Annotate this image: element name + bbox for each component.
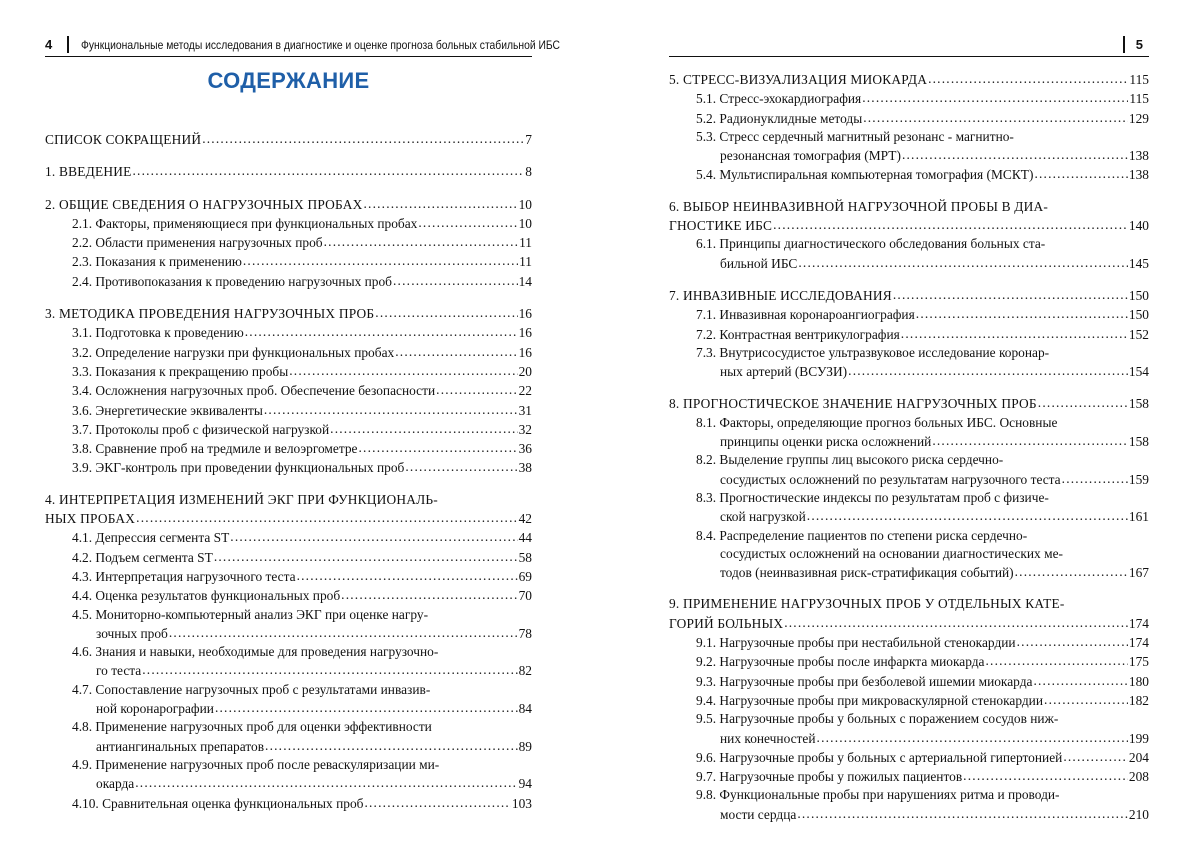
toc-entry-text: 4.6. Знания и навыки, необходимые для проведения нагрузочно- (72, 644, 439, 660)
dot-leader (797, 805, 1128, 819)
toc-page-number: 20 (518, 363, 532, 379)
toc-entry-text: 4.5. Мониторно-компьютерный анализ ЭКГ при оценке нагру- (72, 606, 429, 622)
toc-entry-text: 3.1. Подготовка к проведению (72, 325, 244, 341)
toc-entry-row (72, 323, 532, 342)
toc-entry-row (696, 652, 1149, 671)
toc-page-number: 180 (1128, 673, 1149, 689)
toc-subsection-entry (45, 381, 532, 400)
toc-page-number: 174 (1128, 615, 1149, 631)
toc-entry-row (72, 381, 532, 400)
toc-subsection-entry (669, 672, 1149, 691)
toc-entry-row (696, 691, 1149, 710)
page-header (45, 36, 560, 57)
dot-leader (963, 767, 1128, 781)
toc-page-number: 69 (518, 568, 532, 584)
toc-page-number: 103 (511, 795, 532, 811)
toc-page-number: 158 (1128, 396, 1149, 412)
dot-leader (215, 699, 518, 713)
toc-entry-text: 4. ИНТЕРПРЕТАЦИЯ ИЗМЕНЕНИЙ ЭКГ ПРИ ФУНКЦИОНАЛЬ- (45, 491, 438, 507)
toc-entry-text: зочных проб (96, 625, 168, 641)
dot-leader (807, 507, 1128, 521)
toc-entry-row (696, 748, 1149, 767)
toc-entry-row (72, 586, 532, 605)
toc-section (669, 198, 1149, 273)
table-of-contents (45, 130, 532, 826)
toc-section-entry (669, 394, 1149, 413)
toc-entry-text: 4.4. Оценка результатов функциональных проб (72, 588, 341, 604)
toc-section (669, 394, 1149, 582)
toc-subsection-entry (45, 420, 532, 439)
toc-subsection-entry (45, 681, 532, 719)
toc-page-number: 138 (1128, 167, 1149, 183)
dot-leader (773, 216, 1128, 230)
dot-leader (901, 325, 1128, 339)
toc-entry-row (696, 305, 1149, 324)
toc-entry-row (72, 661, 532, 680)
toc-entry-row (696, 805, 1149, 824)
toc-entry-row (72, 458, 532, 477)
toc-entry-text: антиангинальных препаратов (96, 738, 265, 754)
toc-subsection-entry (45, 214, 532, 233)
toc-page-number: 138 (1128, 148, 1149, 164)
dot-leader (893, 286, 1128, 300)
toc-entry-row (669, 70, 1149, 89)
toc-entry-text: окарда (96, 776, 135, 792)
dot-leader (862, 89, 1128, 103)
toc-entry-text: 9.2. Нагрузочные пробы после инфаркта миокарда (696, 654, 985, 670)
toc-page-number: 38 (518, 460, 532, 476)
toc-section (669, 286, 1149, 381)
toc-subsection-entry (45, 548, 532, 567)
toc-entry-row (696, 633, 1149, 652)
toc-entry-text: 4.7. Сопоставление нагрузочных проб с результатами инвазив- (72, 681, 431, 697)
toc-subsection-entry (45, 586, 532, 605)
dot-leader (902, 146, 1128, 160)
toc-section (45, 304, 532, 478)
toc-entry-text: 3.6. Энергетические эквиваленты (72, 402, 263, 418)
toc-page-number: 82 (518, 663, 532, 679)
toc-subsection-entry (669, 527, 1149, 583)
toc-entry-text: 3.8. Сравнение проб на тредмиле и велоэргометре (72, 441, 358, 457)
toc-entry-row (72, 548, 532, 567)
toc-page-number: 16 (518, 325, 532, 341)
toc-entry-row (696, 507, 1149, 526)
toc-page-number: 210 (1128, 806, 1149, 822)
toc-entry-text: 8.2. Выделение группы лиц высокого риска сердечно- (696, 452, 1004, 468)
right-page (594, 0, 1188, 863)
dot-leader (136, 509, 517, 523)
toc-entry-row (72, 439, 532, 458)
toc-entry-text: 3.4. Осложнения нагрузочных проб. Обеспечение безопасности (72, 383, 436, 399)
toc-entry-text: 9.6. Нагрузочные пробы у больных с артериальной гипертонией (696, 749, 1063, 765)
toc-entry-text: 3.3. Показания к прекращению пробы (72, 363, 289, 379)
dot-leader (1063, 748, 1128, 762)
toc-subsection-entry (45, 323, 532, 342)
toc-subsection-entry (45, 439, 532, 458)
toc-page-number: 10 (518, 196, 532, 212)
dot-leader (264, 401, 518, 415)
toc-page-number: 159 (1128, 471, 1149, 487)
dot-leader (784, 614, 1128, 628)
dot-leader (132, 162, 524, 176)
toc-entry-row (45, 509, 532, 528)
toc-page-number: 175 (1128, 654, 1149, 670)
toc-subsection-entry (669, 633, 1149, 652)
toc-entry-text: мости сердца (720, 806, 797, 822)
toc-entry-row (72, 774, 532, 793)
toc-entry-text: 2.4. Противопоказания к проведению нагрузочных проб (72, 273, 392, 289)
toc-entry-row (72, 528, 532, 547)
toc-subsection-entry (669, 165, 1149, 184)
toc-section-entry (669, 70, 1149, 89)
toc-subsection-entry (45, 528, 532, 547)
toc-page-number: 78 (518, 625, 532, 641)
toc-subsection-entry (669, 652, 1149, 671)
toc-entry-text: 4.2. Подъем сегмента ST (72, 549, 213, 565)
toc-title: СОДЕРЖАНИЕ (207, 68, 370, 93)
toc-entry-text: СПИСОК СОКРАЩЕНИЙ (45, 132, 202, 147)
toc-page-number: 14 (518, 273, 532, 289)
toc-entry-text: 4.3. Интерпретация нагрузочного теста (72, 568, 296, 584)
toc-section (45, 162, 532, 181)
toc-entry-row (72, 401, 532, 420)
toc-section (669, 70, 1149, 185)
toc-page-number: 208 (1128, 769, 1149, 785)
dot-leader (359, 439, 518, 453)
toc-page-number: 167 (1128, 565, 1149, 581)
toc-subsection-entry (669, 786, 1149, 824)
toc-subsection-entry (45, 643, 532, 681)
toc-subsection-entry (45, 343, 532, 362)
running-title: Функциональные методы исследования в диагностике и оценке прогноза больных стабильной ИБС (81, 38, 560, 52)
toc-page-number: 36 (518, 441, 532, 457)
toc-page-number: 11 (519, 235, 532, 251)
toc-subsection-entry (45, 794, 532, 813)
toc-subsection-entry (669, 489, 1149, 527)
toc-section (45, 195, 532, 291)
toc-entry-row (696, 109, 1149, 128)
toc-entry-row (696, 146, 1149, 165)
toc-entry-text: 4.10. Сравнительная оценка функциональных проб (72, 795, 364, 811)
toc-entry-text: 9.3. Нагрузочные пробы при безболевой ишемии миокарда (696, 673, 1033, 689)
toc-page-number: 129 (1128, 110, 1149, 126)
toc-entry-row (696, 563, 1149, 582)
toc-entry-text: 2.3. Показания к применению (72, 254, 242, 270)
toc-entry-text: 4.9. Применение нагрузочных проб после реваскуляризации ми- (72, 756, 440, 772)
toc-entry-text: го теста (96, 663, 142, 679)
toc-entry-row (45, 195, 532, 214)
toc-page-number: 42 (518, 511, 532, 527)
toc-page-number: 150 (1128, 307, 1149, 323)
dot-leader (405, 458, 517, 472)
toc-page-number: 94 (518, 776, 532, 792)
toc-page-number: 16 (518, 344, 532, 360)
toc-entry-row (696, 432, 1149, 451)
toc-entry-text: 2. ОБЩИЕ СВЕДЕНИЯ О НАГРУЗОЧНЫХ ПРОБАХ (45, 196, 363, 212)
toc-entry-text: сосудистых осложнений на основании диагностических ме- (720, 545, 1063, 561)
page-header (669, 36, 1149, 57)
toc-page-number: 44 (518, 530, 532, 546)
toc-entry-row (72, 252, 532, 271)
dot-leader (135, 774, 517, 788)
toc-section-entry (45, 491, 532, 529)
dot-leader (932, 432, 1128, 446)
dot-leader (289, 362, 517, 376)
toc-entry-row (696, 325, 1149, 344)
toc-entry-text: 3.9. ЭКГ-контроль при проведении функциональных проб (72, 460, 405, 476)
dot-leader (169, 624, 518, 638)
dot-leader (245, 323, 518, 337)
toc-subsection-entry (45, 718, 532, 756)
toc-entry-text: 9. ПРИМЕНЕНИЕ НАГРУЗОЧНЫХ ПРОБ У ОТДЕЛЬНЫХ КАТЕ- (669, 596, 1065, 612)
dot-leader (798, 254, 1128, 268)
toc-entry-text: принципы оценки риска осложнений (720, 434, 932, 450)
dot-leader (330, 420, 517, 434)
toc-section-entry (45, 162, 532, 181)
toc-entry-row (669, 614, 1149, 633)
toc-entry-text: 9.1. Нагрузочные пробы при нестабильной стенокардии (696, 635, 1016, 651)
toc-page-number: 145 (1128, 255, 1149, 271)
toc-entry-row (669, 286, 1149, 305)
toc-entry-row (45, 162, 532, 181)
dot-leader (1033, 672, 1127, 686)
toc-page-number: 158 (1128, 434, 1149, 450)
dot-leader (436, 381, 517, 395)
toc-entry-text: 3.7. Протоколы проб с физической нагрузкой (72, 421, 330, 437)
toc-entry-text: 5.4. Мультиспиральная компьютерная томография (МСКТ) (696, 167, 1034, 183)
toc-page-number: 89 (518, 738, 532, 754)
toc-entry-text: 8.1. Факторы, определяющие прогноз больных ИБС. Основные (696, 414, 1058, 430)
toc-page-number: 115 (1129, 72, 1149, 87)
toc-page-number: 152 (1128, 326, 1149, 342)
table-of-contents (669, 70, 1149, 837)
page-number: 5 (1135, 37, 1143, 52)
toc-page-number: 174 (1128, 635, 1149, 651)
dot-leader (418, 214, 517, 228)
dot-leader (265, 737, 518, 751)
toc-subsection-entry (669, 710, 1149, 748)
toc-subsection-entry (669, 451, 1149, 489)
toc-entry-row (669, 216, 1149, 235)
toc-entry-text: 9.5. Нагрузочные пробы у больных с поражением сосудов ниж- (696, 711, 1059, 727)
toc-subsection-entry (669, 305, 1149, 324)
toc-entry-text: 7. ИНВАЗИВНЫЕ ИССЛЕДОВАНИЯ (669, 287, 892, 303)
toc-subsection-entry (669, 691, 1149, 710)
toc-entry-text: 9.8. Функциональные пробы при нарушениях ритма и проводи- (696, 787, 1060, 803)
dot-leader (848, 362, 1128, 376)
toc-page-number: 7 (525, 132, 532, 147)
toc-subsection-entry (669, 748, 1149, 767)
toc-entry-text: 1. ВВЕДЕНИЕ (45, 164, 132, 180)
toc-entry-row (669, 394, 1149, 413)
dot-leader (928, 70, 1128, 84)
toc-page-number: 8 (525, 164, 532, 180)
toc-subsection-entry (45, 606, 532, 644)
toc-section (45, 130, 532, 149)
toc-entry-text: 2.2. Области применения нагрузочных проб (72, 235, 323, 251)
toc-entry-row (696, 89, 1149, 108)
toc-subsection-entry (45, 756, 532, 794)
toc-page-number: 182 (1128, 692, 1149, 708)
toc-subsection-entry (669, 414, 1149, 452)
toc-entry-text: 3.2. Определение нагрузки при функциональных пробах (72, 344, 395, 360)
dot-leader (243, 252, 518, 266)
toc-entry-text: 4.8. Применение нагрузочных проб для оценки эффективности (72, 719, 432, 735)
toc-entry-text: 7.3. Внутрисосудистое ультразвуковое исследование коронар- (696, 344, 1050, 360)
dot-leader (1017, 633, 1128, 647)
toc-page-number: 16 (518, 306, 532, 322)
toc-entry-row (72, 362, 532, 381)
toc-entry-text: 5. СТРЕСС-ВИЗУАЛИЗАЦИЯ МИОКАРДА (669, 72, 928, 87)
dot-leader (1015, 563, 1128, 577)
toc-entry-text: ных артерий (ВСУЗИ) (720, 364, 848, 380)
toc-entry-row (72, 420, 532, 439)
toc-page-number: 84 (518, 701, 532, 717)
dot-leader (916, 305, 1128, 319)
toc-section-entry (669, 198, 1149, 236)
toc-page-number: 140 (1128, 218, 1149, 234)
dot-leader (817, 729, 1128, 743)
toc-entry-text: бильной ИБС (720, 255, 798, 271)
toc-entry-row (72, 699, 532, 718)
dot-leader (1044, 691, 1128, 705)
toc-entry-row (72, 567, 532, 586)
toc-subsection-entry (45, 567, 532, 586)
toc-subsection-entry (45, 233, 532, 252)
toc-page-number: 150 (1128, 287, 1149, 303)
header-separator (67, 36, 69, 53)
toc-entry-text: тодов (неинвазивная риск-стратификация событий) (720, 565, 1014, 581)
toc-page-number: 115 (1129, 91, 1149, 107)
dot-leader (985, 652, 1127, 666)
toc-entry-text: 8.3. Прогностические индексы по результатам проб с физиче- (696, 489, 1049, 505)
toc-subsection-entry (669, 235, 1149, 273)
toc-subsection-entry (45, 458, 532, 477)
toc-page-number: 70 (518, 588, 532, 604)
toc-section (669, 595, 1149, 824)
toc-entry-text: резонансная томография (МРТ) (720, 148, 901, 164)
toc-entry-text: 9.4. Нагрузочные пробы при микроваскулярной стенокардии (696, 692, 1044, 708)
toc-subsection-entry (45, 252, 532, 271)
toc-entry-row (696, 362, 1149, 381)
toc-page-number: 10 (518, 215, 532, 231)
toc-entry-text: ной коронарографии (96, 701, 214, 717)
toc-entry-text: 7.1. Инвазивная коронароангиография (696, 307, 915, 323)
toc-entry-text: 3. МЕТОДИКА ПРОВЕДЕНИЯ НАГРУЗОЧНЫХ ПРОБ (45, 306, 375, 322)
toc-entry-text: ской нагрузкой (720, 509, 806, 525)
dot-leader (341, 586, 517, 600)
dot-leader (375, 304, 517, 318)
toc-entry-row (696, 470, 1149, 489)
toc-subsection-entry (669, 767, 1149, 786)
toc-entry-text: 8. ПРОГНОСТИЧЕСКОЕ ЗНАЧЕНИЕ НАГРУЗОЧНЫХ ПРОБ (669, 396, 1037, 412)
toc-entry-row (72, 233, 532, 252)
toc-entry-text: 8.4. Распределение пациентов по степени риска сердечно- (696, 527, 1028, 543)
dot-leader (363, 195, 517, 209)
toc-entry-text: 2.1. Факторы, применяющиеся при функциональных пробах (72, 215, 418, 231)
toc-section-entry (669, 286, 1149, 305)
page-number: 4 (45, 37, 53, 52)
dot-leader (324, 233, 518, 247)
toc-page-number: 154 (1128, 364, 1149, 380)
toc-subsection-entry (45, 272, 532, 291)
toc-entry-text: сосудистых осложнений по результатам нагрузочного теста (720, 471, 1061, 487)
toc-entry-text: НЫХ ПРОБАХ (45, 511, 136, 527)
toc-entry-text: 5.1. Стресс-эхокардиография (696, 91, 862, 107)
toc-entry-text: 9.7. Нагрузочные пробы у пожилых пациентов (696, 769, 963, 785)
dot-leader (142, 661, 517, 675)
dot-leader (364, 794, 510, 808)
toc-page-number: 31 (518, 402, 532, 418)
toc-section (45, 491, 532, 813)
toc-page-number: 58 (518, 549, 532, 565)
toc-entry-text: ГНОСТИКЕ ИБС (669, 218, 773, 234)
dot-leader (214, 548, 518, 562)
toc-entry-row (45, 130, 532, 149)
toc-entry-text: ГОРИЙ БОЛЬНЫХ (669, 615, 784, 631)
toc-entry-row (72, 214, 532, 233)
dot-leader (230, 528, 517, 542)
toc-entry-row (696, 165, 1149, 184)
toc-section-entry (45, 195, 532, 214)
toc-entry-text: 4.1. Депрессия сегмента ST (72, 530, 230, 546)
toc-entry-row (72, 343, 532, 362)
toc-page-number: 22 (518, 383, 532, 399)
toc-entry-text: 7.2. Контрастная вентрикулография (696, 326, 900, 342)
dot-leader (393, 272, 518, 286)
toc-subsection-entry (669, 325, 1149, 344)
toc-entry-text: 6.1. Принципы диагностического обследования больных ста- (696, 236, 1046, 252)
toc-page-number: 161 (1128, 509, 1149, 525)
toc-subsection-entry (669, 109, 1149, 128)
toc-page-number: 204 (1128, 749, 1149, 765)
toc-section-entry (45, 130, 532, 149)
dot-leader (1034, 165, 1127, 179)
toc-entry-row (72, 737, 532, 756)
toc-entry-text: 6. ВЫБОР НЕИНВАЗИВНОЙ НАГРУЗОЧНОЙ ПРОБЫ В ДИА- (669, 198, 1049, 214)
toc-subsection-entry (669, 89, 1149, 108)
toc-entry-text: них конечностей (720, 730, 816, 746)
dot-leader (297, 567, 518, 581)
toc-entry-row (696, 254, 1149, 273)
toc-section-entry (669, 595, 1149, 633)
toc-entry-row (72, 272, 532, 291)
toc-page-number: 32 (518, 421, 532, 437)
toc-entry-row (45, 304, 532, 323)
toc-entry-text: 5.3. Стресс сердечный магнитный резонанс - магнитно- (696, 128, 1014, 144)
dot-leader (1038, 394, 1128, 408)
toc-subsection-entry (45, 401, 532, 420)
toc-page-number: 199 (1128, 730, 1149, 746)
toc-page-number: 11 (519, 254, 532, 270)
toc-entry-row (72, 624, 532, 643)
toc-subsection-entry (669, 344, 1149, 382)
toc-entry-text: 5.2. Радионуклидные методы (696, 110, 863, 126)
dot-leader (202, 130, 524, 144)
toc-entry-row (696, 767, 1149, 786)
toc-subsection-entry (669, 128, 1149, 166)
toc-entry-row (72, 794, 532, 813)
toc-entry-row (696, 729, 1149, 748)
toc-subsection-entry (45, 362, 532, 381)
toc-entry-row (696, 672, 1149, 691)
header-separator (1123, 36, 1125, 53)
dot-leader (1062, 470, 1128, 484)
dot-leader (863, 109, 1128, 123)
dot-leader (395, 343, 517, 357)
toc-section-entry (45, 304, 532, 323)
